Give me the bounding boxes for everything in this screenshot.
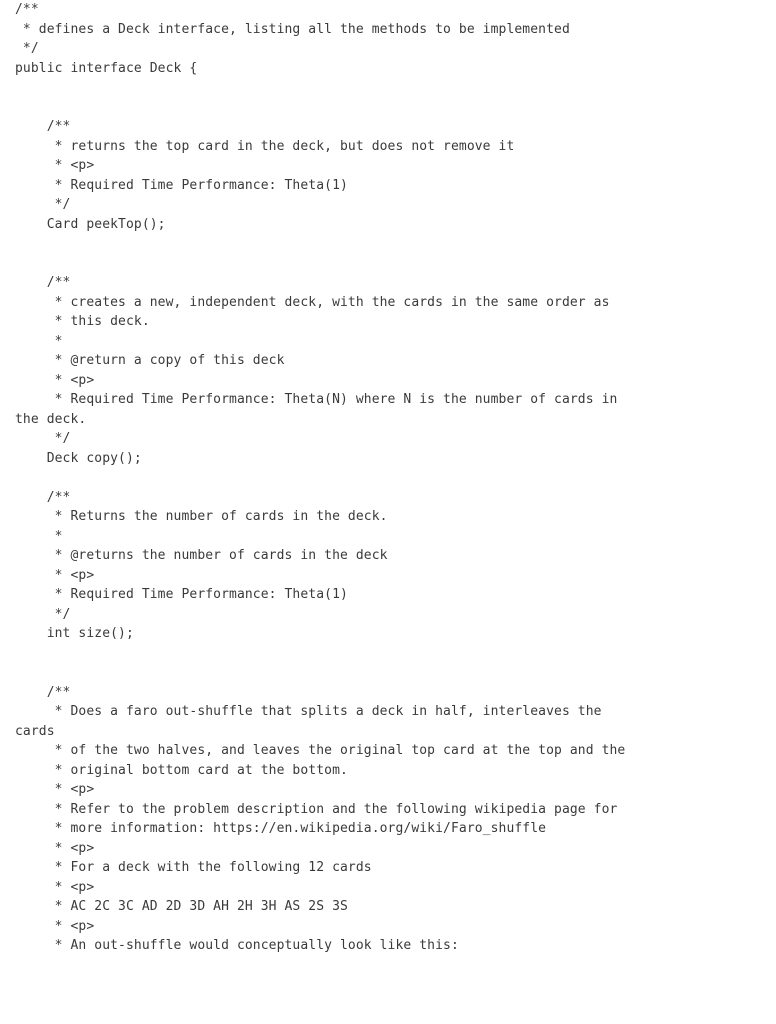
- code-line: * this deck.: [15, 314, 150, 329]
- code-document: [15, 0, 770, 956]
- code-line: /**: [15, 275, 71, 290]
- code-line: */: [15, 197, 71, 212]
- code-line: Deck copy();: [15, 450, 142, 466]
- code-line: *: [15, 528, 63, 544]
- code-line: Card peekTop();: [15, 216, 166, 232]
- code-line: * <p>: [15, 372, 95, 388]
- code-line: * of the two halves, and leaves the original top card at the top and the: [15, 743, 626, 758]
- code-line: */: [15, 41, 39, 56]
- code-line: * <p>: [15, 158, 95, 173]
- code-line: [15, 644, 770, 664]
- code-line: * defines a Deck interface, listing all the methods to be implemented: [15, 21, 570, 37]
- code-line: * more information: https://en.wikipedia.org/wiki/Faro_shuffle: [15, 821, 547, 836]
- code-line: * <p>: [15, 782, 95, 797]
- code-line: [15, 234, 770, 254]
- code-line: */: [15, 606, 71, 622]
- code-line: [15, 78, 770, 98]
- code-line: * original bottom card at the bottom.: [15, 762, 348, 778]
- code-line: [15, 468, 770, 488]
- code-line: public interface Deck {: [15, 60, 198, 76]
- code-line: [15, 254, 770, 274]
- code-line: /**: [15, 489, 71, 505]
- code-line: * Required Time Performance: Theta(N) where N is the number of cards in: [15, 392, 618, 407]
- code-line: */: [15, 431, 71, 446]
- code-line: * Required Time Performance: Theta(1): [15, 587, 348, 602]
- code-line: * @returns the number of cards in the deck: [15, 548, 388, 563]
- code-line: * @return a copy of this deck: [15, 353, 285, 368]
- code-line: * returns the top card in the deck, but does not remove it: [15, 138, 515, 154]
- code-line: * Refer to the problem description and the following wikipedia page for: [15, 801, 618, 817]
- code-line: int size();: [15, 626, 134, 641]
- code-line: * AC 2C 3C AD 2D 3D AH 2H 3H AS 2S 3S: [15, 899, 348, 914]
- code-line: * Required Time Performance: Theta(1): [15, 177, 348, 193]
- code-line: * Returns the number of cards in the deck.: [15, 509, 388, 524]
- code-line: *: [15, 333, 63, 349]
- code-line: [15, 98, 770, 118]
- code-line: * Does a faro out-shuffle that splits a deck in half, interleaves the: [15, 704, 602, 719]
- code-line: the deck.: [15, 411, 87, 427]
- code-line: * <p>: [15, 567, 95, 583]
- code-line: * <p>: [15, 840, 95, 856]
- code-line: /**: [15, 2, 39, 17]
- code-line: /**: [15, 119, 71, 134]
- code-line: /**: [15, 684, 71, 700]
- code-line: * <p>: [15, 879, 95, 895]
- code-line: cards: [15, 723, 55, 739]
- code-line: * An out-shuffle would conceptually look like this:: [15, 938, 459, 953]
- code-line: * creates a new, independent deck, with the cards in the same order as: [15, 294, 610, 310]
- code-line: * For a deck with the following 12 cards: [15, 860, 372, 875]
- code-line: [15, 663, 770, 683]
- code-block: [15, 0, 770, 956]
- code-line: * <p>: [15, 918, 95, 934]
